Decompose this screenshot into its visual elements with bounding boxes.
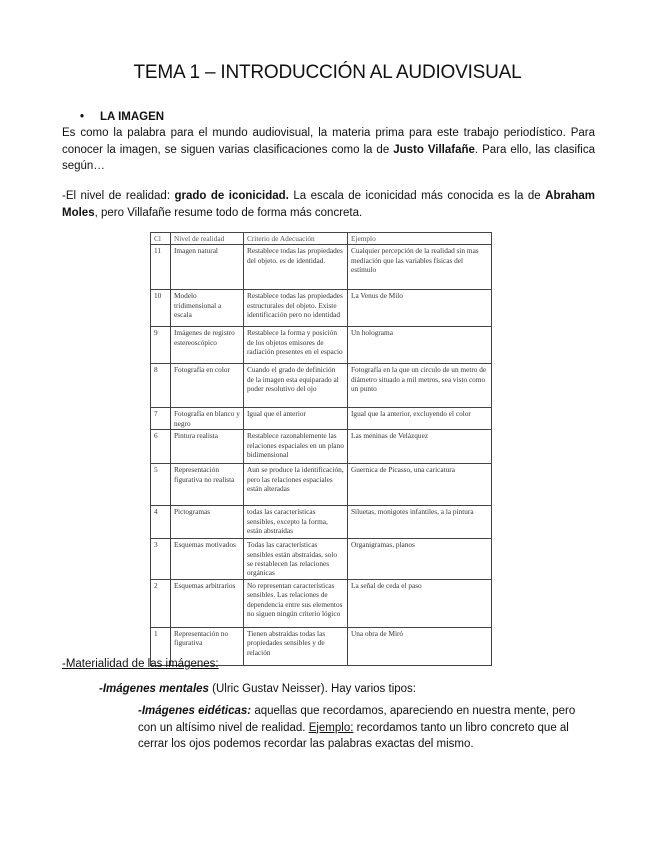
table-cell: Igual que el anterior bbox=[244, 408, 348, 430]
eidetic-images-term: -Imágenes eidéticas: bbox=[138, 705, 252, 717]
table-row bbox=[151, 430, 492, 464]
table-cell: Una obra de Miró bbox=[348, 627, 492, 665]
table-cell: 1 bbox=[151, 627, 171, 665]
table-header-row bbox=[151, 233, 492, 245]
reality-suffix: , pero Villafañe resume todo de forma más concreta. bbox=[94, 206, 363, 219]
table-cell: Restablece razonablemente las relaciones espaciales en un plano bidimensional bbox=[244, 430, 348, 464]
table-cell: 10 bbox=[151, 290, 171, 327]
table-cell: Todas las características sensibles están abstraídas, solo se restablecen las relaciones orgánicas bbox=[244, 539, 348, 580]
section-bullet bbox=[80, 111, 164, 123]
table-cell: Un holograma bbox=[348, 327, 492, 364]
table-cell: Pictogramas bbox=[171, 506, 244, 539]
table-cell: Restablece la forma y posición de los objetos emisores de radiación presentes en el espacio bbox=[244, 327, 348, 364]
table-cell: La Venus de Milo bbox=[348, 290, 492, 327]
table-cell: Fotografía en la que un circulo de un metro de diámetro situado a mil metros, sea visto como un punto bbox=[348, 364, 492, 408]
mental-images-text: (Ulric Gustav Neisser). Hay varios tipos: bbox=[208, 683, 416, 695]
table-cell: Fotografía en color bbox=[171, 364, 244, 408]
table-header-cell: Cl bbox=[151, 233, 171, 245]
table-cell: Organigramas, planos bbox=[348, 539, 492, 580]
table-cell: Modelo tridimensional a escala bbox=[171, 290, 244, 327]
table-cell: Imágenes de registro estereoscópico bbox=[171, 327, 244, 364]
eidetic-images-text: aquellas que recordamos, apareciendo en nuestra mente, pero con un altísimo nivel de realidad. bbox=[138, 705, 576, 734]
table-row bbox=[151, 408, 492, 430]
table-cell: 8 bbox=[151, 364, 171, 408]
table-cell: Cuando el grado de definición de la imagen esta equiparado al poder resolutivo del ojo bbox=[244, 364, 348, 408]
table-row bbox=[151, 245, 492, 290]
table-cell: Cualquier percepción de la realidad sin mas mediación que las variables físicas del estímulo bbox=[348, 245, 492, 290]
table-cell: Igual que la anterior, excluyendo el color bbox=[348, 408, 492, 430]
reality-term: grado de iconicidad. bbox=[174, 190, 289, 202]
table-row bbox=[151, 539, 492, 580]
reality-middle: La escala de iconicidad más conocida es la de bbox=[288, 190, 546, 202]
table-cell: Fotografía en blanco y negro bbox=[171, 408, 244, 430]
materiality-heading: -Materialidad de las imágenes: bbox=[62, 658, 219, 670]
table-cell: Pintura realista bbox=[171, 430, 244, 464]
table-cell: 5 bbox=[151, 464, 171, 506]
intro-text: Es como la palabra para el mundo audiovisual, la materia prima para este trabajo periodístico. Para conocer la imagen, se siguen varias clasificaciones como la de bbox=[62, 127, 595, 156]
iconicity-table bbox=[150, 232, 492, 666]
table-cell: Esquemas motivados bbox=[171, 539, 244, 580]
table-cell: Aun se produce la identificación, pero las relaciones espaciales están alteradas bbox=[244, 464, 348, 506]
table-cell: 6 bbox=[151, 430, 171, 464]
table-cell: 9 bbox=[151, 327, 171, 364]
mental-images-term: -Imágenes mentales bbox=[99, 683, 209, 695]
example-text: recordamos tanto un libro concreto que al cerrar los ojos podemos recordar las palabras exactas del mismo. bbox=[138, 721, 569, 750]
table-cell: Guernica de Picasso, una caricatura bbox=[348, 464, 492, 506]
table-row bbox=[151, 364, 492, 408]
table-row bbox=[151, 579, 492, 627]
table-header-cell: Criterio de Adecuación bbox=[244, 233, 348, 245]
page-title: TEMA 1 – INTRODUCCIÓN AL AUDIOVISUAL bbox=[133, 62, 522, 83]
table-cell: Siluetas, monigotes infantiles, a la pintura bbox=[348, 506, 492, 539]
table-cell: No representan características sensibles. Las relaciones de dependencia entre sus elementos no siguen ningún criterio lógico bbox=[244, 579, 348, 627]
table-cell: Imagen natural bbox=[171, 245, 244, 290]
table-header-cell: Ejemplo bbox=[348, 233, 492, 245]
table-cell: 4 bbox=[151, 506, 171, 539]
table-cell: Tienen abstraídas todas las propiedades sensibles y de relación bbox=[244, 627, 348, 665]
reality-author: Abraham Moles bbox=[62, 190, 595, 219]
section-heading: LA IMAGEN bbox=[100, 111, 165, 123]
intro-text-end: . Para ello, las clasifica según… bbox=[62, 143, 595, 172]
table-cell: Representación no figurativa bbox=[171, 627, 244, 665]
reality-paragraph bbox=[62, 188, 595, 221]
eidetic-images-paragraph bbox=[138, 703, 588, 753]
table-row bbox=[151, 506, 492, 539]
example-label: Ejemplo: bbox=[308, 721, 354, 734]
table-cell: 3 bbox=[151, 539, 171, 580]
table-cell: 11 bbox=[151, 245, 171, 290]
table-cell: 7 bbox=[151, 408, 171, 430]
mental-images-line bbox=[99, 683, 416, 695]
table-cell: La señal de ceda el paso bbox=[348, 579, 492, 627]
bullet-marker: • bbox=[80, 111, 85, 123]
intro-author: Justo Villafañe bbox=[393, 143, 475, 156]
table-cell: Esquemas arbitrarios bbox=[171, 579, 244, 627]
table-row bbox=[151, 327, 492, 364]
table-header-cell: Nivel de realidad bbox=[171, 233, 244, 245]
table-cell: 2 bbox=[151, 579, 171, 627]
table-cell: Restablece todas las propiedades estructurales del objeto. Existe identificación pero no identidad bbox=[244, 290, 348, 327]
table-cell: Las meninas de Velázquez bbox=[348, 430, 492, 464]
intro-paragraph bbox=[62, 125, 595, 175]
table-row bbox=[151, 464, 492, 506]
table-row bbox=[151, 290, 492, 327]
table-cell: todas las características sensibles, excepto la forma, están abstraídas bbox=[244, 506, 348, 539]
table-cell: Restablece todas las propiedades del objeto. es de identidad. bbox=[244, 245, 348, 290]
table-cell: Representación figurativa no realista bbox=[171, 464, 244, 506]
reality-prefix: -El nivel de realidad: bbox=[62, 190, 175, 202]
